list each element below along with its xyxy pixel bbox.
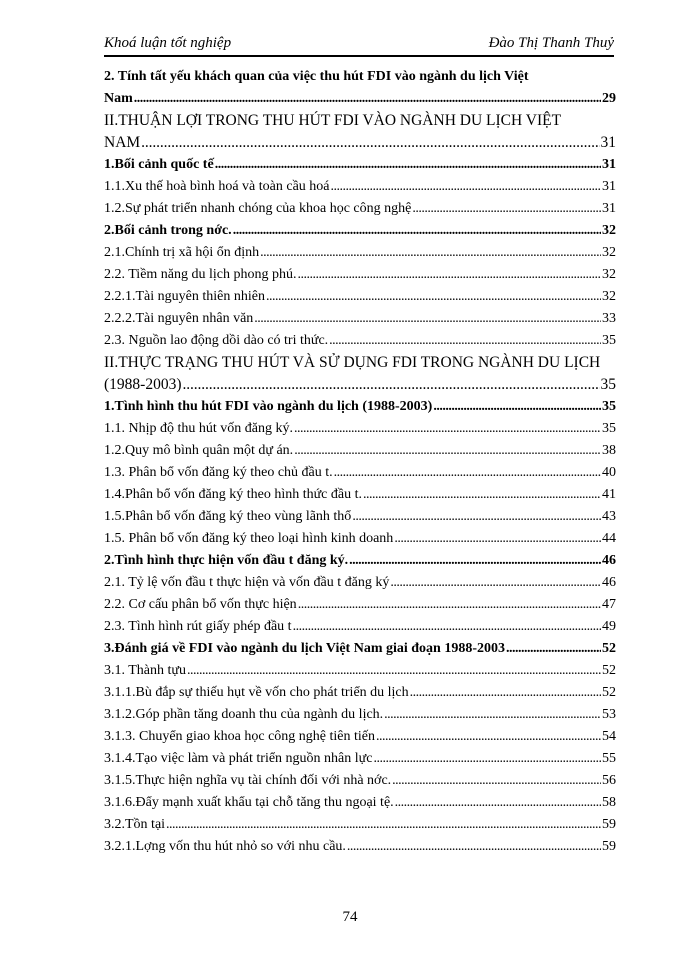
toc-dot-leader [215, 154, 601, 176]
toc-entry [104, 176, 616, 198]
toc-entry [104, 198, 616, 220]
toc-entry [104, 286, 616, 308]
toc-entry-title: 1.5.Phân bổ vốn đăng ký theo vùng lãnh thổ [104, 509, 352, 524]
toc-dot-leader [260, 242, 601, 264]
toc-entry [104, 594, 616, 616]
toc-dot-leader [294, 440, 601, 462]
toc-dot-leader [392, 770, 601, 792]
toc-entry [104, 264, 616, 286]
toc-entry-title: 2.Bối cảnh trong nớc. [104, 223, 232, 238]
toc-entry-title: 3.1.2.Góp phần tăng doanh thu của ngành du lịch. [104, 707, 384, 722]
toc-entry-page: 32 [602, 267, 616, 282]
toc-entry-page: 46 [602, 575, 616, 590]
toc-entry-title: 3.1.1.Bù đắp sự thiếu hụt về vốn cho phát triển du lịch [104, 685, 409, 700]
toc-dot-leader [166, 814, 601, 836]
header-thesis-label: Khoá luận tốt nghiệp [104, 35, 232, 51]
toc-entry-title: 2.3. Tình hình rút giấy phép đầu t [104, 619, 292, 634]
toc-entry-title: 3.Đánh giá về FDI vào ngành du lịch Việt Nam giai đoạn 1988-2003 [104, 641, 505, 656]
toc-entry-page: 52 [602, 685, 616, 700]
toc-entry-page: 35 [602, 399, 616, 414]
toc-entry-title: 2.2. Tiềm năng du lịch phong phú. [104, 267, 297, 282]
toc-entry-title: 2.2.2.Tài nguyên nhân văn [104, 311, 254, 326]
toc-entry-title: 2.2. Cơ cấu phân bổ vốn thực hiện [104, 597, 297, 612]
toc-entry-title: 2.3. Nguồn lao động dồi dào có tri thức. [104, 333, 329, 348]
toc-entry-title: 3.1.3. Chuyển giao khoa học công nghệ tiên tiến [104, 729, 375, 744]
toc-entry-title: 1.4.Phân bổ vốn đăng ký theo hình thức đầu t. [104, 487, 363, 502]
toc-dot-leader [293, 616, 601, 638]
page-header [104, 33, 614, 57]
toc-entry-page: 31 [602, 201, 616, 216]
toc-entry-page: 33 [602, 311, 616, 326]
toc-entry-title: NAM [104, 134, 141, 151]
toc-entry [104, 110, 616, 154]
toc-entry-title: 1.1. Nhịp độ thu hút vốn đăng ký. [104, 421, 293, 436]
toc-entry-page: 53 [602, 707, 616, 722]
toc-entry-title: 3.1.6.Đẩy mạnh xuất khẩu tại chỗ tăng thu ngoại tệ. [104, 795, 394, 810]
toc-dot-leader [433, 396, 601, 418]
toc-entry-title: 1.Bối cảnh quốc tế [104, 157, 214, 172]
toc-entry-page: 58 [602, 795, 616, 810]
toc-dot-leader [412, 198, 601, 220]
toc-entry-page: 41 [602, 487, 616, 502]
toc-entry-title: 3.2.Tồn tại [104, 817, 166, 832]
toc-entry-page: 35 [600, 376, 616, 393]
toc-entry-title: 2.1.Chính trị xã hội ổn định [104, 245, 260, 260]
toc-dot-leader [134, 88, 601, 110]
toc-entry-page: 35 [602, 333, 616, 348]
toc-entry [104, 506, 616, 528]
toc-dot-leader [141, 132, 599, 154]
toc-entry [104, 726, 616, 748]
toc-dot-leader [347, 836, 601, 858]
toc-entry-title: 1.5. Phân bổ vốn đăng ký theo loại hình kinh doanh [104, 531, 394, 546]
toc-entry-page: 44 [602, 531, 616, 546]
toc-entry [104, 308, 616, 330]
toc-entry [104, 616, 616, 638]
toc-dot-leader [298, 264, 601, 286]
toc-entry [104, 572, 616, 594]
toc-entry [104, 660, 616, 682]
toc-entry [104, 792, 616, 814]
toc-entry-page: 46 [602, 553, 616, 568]
toc-entry-title: Nam [104, 91, 133, 106]
toc-entry [104, 220, 616, 242]
toc-entry-page: 31 [602, 179, 616, 194]
toc-entry-page: 49 [602, 619, 616, 634]
toc-dot-leader [394, 528, 601, 550]
toc-dot-leader [349, 550, 601, 572]
toc-entry [104, 242, 616, 264]
toc-entry-page: 43 [602, 509, 616, 524]
toc-dot-leader [254, 308, 601, 330]
toc-entry [104, 418, 616, 440]
toc-entry [104, 352, 616, 396]
toc-dot-leader [384, 704, 601, 726]
toc-entry [104, 396, 616, 418]
toc-entry-page: 40 [602, 465, 616, 480]
toc-dot-leader [298, 594, 601, 616]
toc-dot-leader [266, 286, 601, 308]
toc-entry-title: 3.1. Thành tựu [104, 663, 186, 678]
toc-dot-leader [329, 330, 601, 352]
toc-entry-page: 55 [602, 751, 616, 766]
toc-entry [104, 770, 616, 792]
toc-entry [104, 682, 616, 704]
page-number: 74 [342, 909, 358, 925]
toc-entry-page: 35 [602, 421, 616, 436]
toc-entry-page: 32 [602, 289, 616, 304]
toc-entry [104, 638, 616, 660]
toc-entry-title-line1: 2. Tính tất yếu khách quan của việc thu hút FDI vào ngành du lịch Việt [104, 69, 529, 84]
toc-entry [104, 66, 616, 110]
toc-entry [104, 484, 616, 506]
toc-entry [104, 330, 616, 352]
toc-dot-leader [410, 682, 601, 704]
toc-entry [104, 462, 616, 484]
toc-dot-leader [506, 638, 601, 660]
toc-entry-page: 59 [602, 839, 616, 854]
toc-dot-leader [363, 484, 601, 506]
toc-dot-leader [294, 418, 601, 440]
toc-entry-title: 3.2.1.Lợng vốn thu hút nhỏ so với nhu cầu. [104, 839, 346, 854]
toc-dot-leader [395, 792, 601, 814]
toc-entry-title: (1988-2003) [104, 376, 182, 393]
toc-entry-title: 1.1.Xu thế hoà bình hoá và toàn cầu hoá [104, 179, 330, 194]
toc-dot-leader [187, 660, 601, 682]
toc-entry-page: 32 [602, 223, 616, 238]
toc-entry-title: 1.3. Phân bổ vốn đăng ký theo chủ đầu t. [104, 465, 333, 480]
toc-entry-page: 52 [602, 663, 616, 678]
toc-dot-leader [390, 572, 601, 594]
toc-entry-title: 1.Tình hình thu hút FDI vào ngành du lịch (1988-2003) [104, 399, 433, 414]
toc-entry-title: 2.1. Tỷ lệ vốn đầu t thực hiện và vốn đầu t đăng ký [104, 575, 390, 590]
table-of-contents [104, 66, 616, 858]
toc-entry [104, 528, 616, 550]
toc-entry [104, 440, 616, 462]
toc-entry [104, 836, 616, 858]
toc-entry-page: 52 [602, 641, 616, 656]
toc-entry [104, 814, 616, 836]
toc-entry-title-line1: II.THUẬN LỢI TRONG THU HÚT FDI VÀO NGÀNH DU LỊCH VIỆT [104, 112, 562, 129]
toc-entry-title: 1.2.Sự phát triển nhanh chóng của khoa học công nghệ [104, 201, 412, 216]
toc-entry [104, 550, 616, 572]
toc-entry-title-line1: II.THỰC TRẠNG THU HÚT VÀ SỬ DỤNG FDI TRONG NGÀNH DU LỊCH [104, 354, 601, 371]
toc-entry-page: 31 [600, 134, 616, 151]
toc-entry-page: 32 [602, 245, 616, 260]
toc-entry-title: 2.Tình hình thực hiện vốn đầu t đăng ký. [104, 553, 349, 568]
toc-dot-leader [334, 462, 601, 484]
toc-entry-page: 31 [602, 157, 616, 172]
toc-entry [104, 748, 616, 770]
toc-entry-page: 38 [602, 443, 616, 458]
toc-dot-leader [183, 374, 600, 396]
toc-entry-title: 1.2.Quy mô bình quân một dự án. [104, 443, 294, 458]
toc-dot-leader [331, 176, 602, 198]
toc-entry-page: 29 [602, 91, 616, 106]
toc-dot-leader [233, 220, 601, 242]
toc-entry-page: 47 [602, 597, 616, 612]
toc-dot-leader [376, 726, 601, 748]
toc-entry-page: 59 [602, 817, 616, 832]
toc-dot-leader [373, 748, 601, 770]
toc-entry-page: 54 [602, 729, 616, 744]
header-author-name: Đào Thị Thanh Thuỷ [488, 35, 614, 51]
toc-entry [104, 704, 616, 726]
toc-entry-page: 56 [602, 773, 616, 788]
toc-entry [104, 154, 616, 176]
toc-dot-leader [352, 506, 601, 528]
toc-entry-title: 3.1.5.Thực hiện nghĩa vụ tài chính đối với nhà nớc. [104, 773, 392, 788]
toc-entry-title: 3.1.4.Tạo việc làm và phát triển nguồn nhân lực [104, 751, 373, 766]
toc-entry-title: 2.2.1.Tài nguyên thiên nhiên [104, 289, 265, 304]
